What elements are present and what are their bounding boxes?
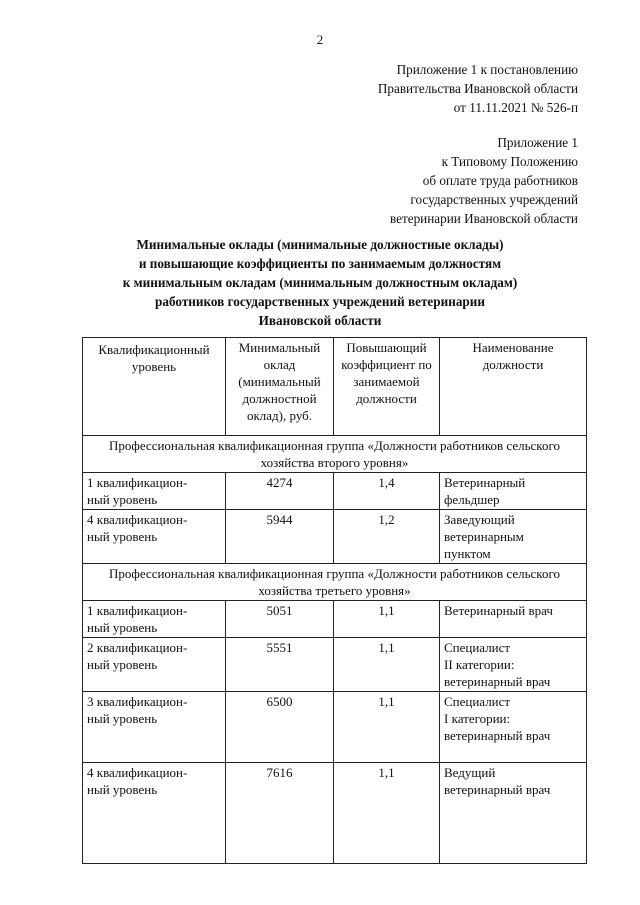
salary-table xyxy=(82,337,587,864)
cell-salary: 5551 xyxy=(226,638,334,692)
appendix-to-regulation xyxy=(390,133,578,228)
cell-position: Ведущий ветеринарный врач xyxy=(440,763,587,864)
table-header-row xyxy=(83,338,587,436)
appendix-line: Приложение 1 xyxy=(497,135,578,150)
cell-salary: 5051 xyxy=(226,601,334,638)
cell-position: Ветеринарный фельдшер xyxy=(440,473,587,510)
appendix-line: от 11.11.2021 № 526-п xyxy=(453,100,578,115)
cell-position: Ветеринарный врач xyxy=(440,601,587,638)
table-row xyxy=(83,763,587,864)
table-row xyxy=(83,638,587,692)
cell-level: 1 квалификацион- ный уровень xyxy=(83,601,226,638)
cell-salary: 7616 xyxy=(226,763,334,864)
appendix-line: к Типовому Положению xyxy=(441,154,578,169)
cell-level: 2 квалификацион- ный уровень xyxy=(83,638,226,692)
group-title: Профессиональная квалификационная группа «Должности работников сельского хозяйства третьего уровня» xyxy=(83,564,587,601)
title-line: работников государственных учреждений ветеринарии xyxy=(155,294,485,309)
table-row xyxy=(83,510,587,564)
cell-salary: 4274 xyxy=(226,473,334,510)
cell-level: 4 квалификацион- ный уровень xyxy=(83,510,226,564)
appendix-line: Правительства Ивановской области xyxy=(377,81,578,96)
cell-salary: 5944 xyxy=(226,510,334,564)
document-title xyxy=(60,235,580,330)
title-line: Ивановской области xyxy=(258,313,382,328)
table-row xyxy=(83,473,587,510)
header-position-name: Наименование должности xyxy=(440,338,587,436)
cell-level: 1 квалификацион- ный уровень xyxy=(83,473,226,510)
table-row xyxy=(83,692,587,763)
appendix-line: об оплате труда работников xyxy=(422,173,578,188)
cell-coefficient: 1,1 xyxy=(334,763,440,864)
page-number: 2 xyxy=(316,32,324,47)
title-line: Минимальные оклады (минимальные должностные оклады) xyxy=(136,237,504,252)
cell-position: Специалист II категории: ветеринарный врач xyxy=(440,638,587,692)
cell-level: 3 квалификацион- ный уровень xyxy=(83,692,226,763)
appendix-to-resolution xyxy=(378,60,578,117)
header-coefficient: Повышающий коэффициент по занимаемой должности xyxy=(334,338,440,436)
cell-position: Заведующий ветеринарным пунктом xyxy=(440,510,587,564)
header-qualification-level: Квалификационный уровень xyxy=(83,338,226,436)
cell-coefficient: 1,1 xyxy=(334,692,440,763)
table-row xyxy=(83,601,587,638)
group-row xyxy=(83,436,587,473)
cell-position: Специалист I категории: ветеринарный врач xyxy=(440,692,587,763)
appendix-line: государственных учреждений xyxy=(410,192,578,207)
title-line: и повышающие коэффициенты по занимаемым должностям xyxy=(138,256,502,271)
cell-salary: 6500 xyxy=(226,692,334,763)
title-line: к минимальным окладам (минимальным должностным окладам) xyxy=(122,275,518,290)
appendix-line: Приложение 1 к постановлению xyxy=(396,62,578,77)
appendix-line: ветеринарии Ивановской области xyxy=(389,211,578,226)
cell-coefficient: 1,2 xyxy=(334,510,440,564)
cell-coefficient: 1,1 xyxy=(334,601,440,638)
cell-level: 4 квалификацион- ный уровень xyxy=(83,763,226,864)
group-row xyxy=(83,564,587,601)
cell-coefficient: 1,1 xyxy=(334,638,440,692)
group-title: Профессиональная квалификационная группа «Должности работников сельского хозяйства второго уровня» xyxy=(83,436,587,473)
header-minimum-salary: Минимальный оклад (минимальный должностной оклад), руб. xyxy=(226,338,334,436)
cell-coefficient: 1,4 xyxy=(334,473,440,510)
